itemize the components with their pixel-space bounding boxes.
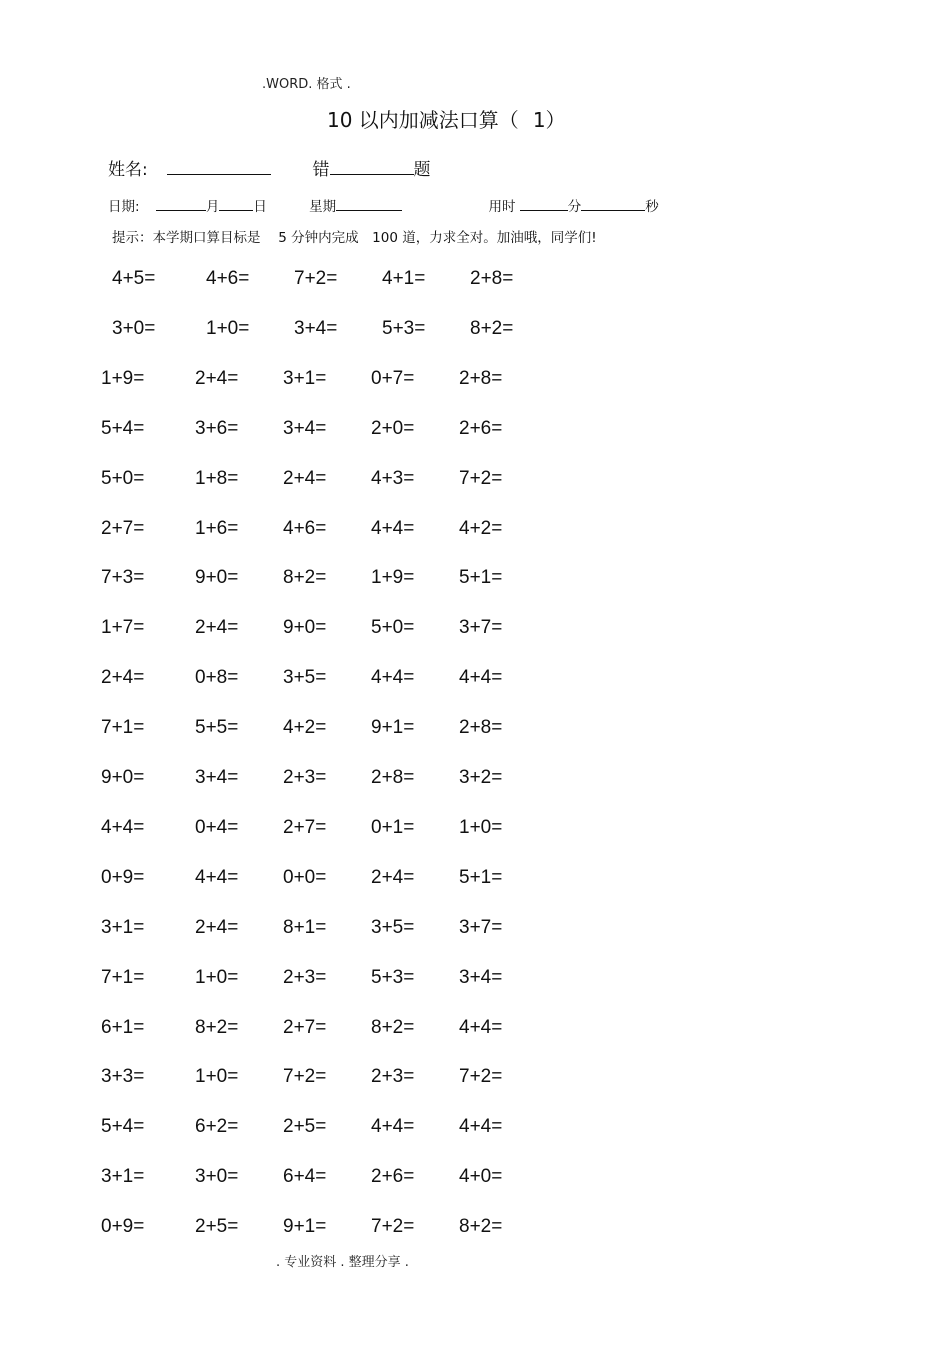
problem-item: 7+3= [101,567,145,588]
problem-item: 2+6= [371,1166,415,1187]
problem-item: 4+4= [195,867,239,888]
problem-item: 1+0= [195,1066,239,1087]
problem-item: 9+0= [195,567,239,588]
problem-item: 2+4= [195,368,239,389]
problem-item: 5+5= [195,717,239,738]
problem-item: 2+3= [283,967,327,988]
problem-item: 2+4= [195,917,239,938]
problem-item: 9+0= [101,767,145,788]
problem-item: 7+2= [371,1216,415,1237]
problem-item: 4+2= [459,518,503,539]
hint-text: 提示：本学期口算目标是 5 分钟内完成 100 道，力求全对。加油哦，同学们! [112,230,597,246]
problem-item: 2+4= [371,867,415,888]
problem-item: 3+2= [459,767,503,788]
problem-item: 4+0= [459,1166,503,1187]
problem-item: 2+4= [195,617,239,638]
problem-item: 5+1= [459,867,503,888]
date-label: 日期: [108,199,140,215]
problem-item: 1+7= [101,617,145,638]
problem-item: 2+8= [470,268,514,289]
problem-item: 2+3= [371,1066,415,1087]
problem-item: 0+9= [101,1216,145,1237]
problem-item: 4+4= [371,667,415,688]
problem-item: 7+1= [101,717,145,738]
problem-item: 7+2= [283,1066,327,1087]
problem-item: 5+4= [101,418,145,439]
problem-item: 2+6= [459,418,503,439]
footer-text: . 专业资料 . 整理分享 . [276,1255,409,1270]
problem-item: 1+0= [206,318,250,339]
problem-item: 2+7= [283,817,327,838]
problem-item: 3+3= [101,1066,145,1087]
problem-item: 7+2= [459,1066,503,1087]
problem-item: 1+8= [195,468,239,489]
problem-item: 2+5= [195,1216,239,1237]
problem-item: 0+0= [283,867,327,888]
errors-label: 错 [312,160,330,180]
problem-item: 3+7= [459,617,503,638]
problem-item: 3+4= [294,318,338,339]
problem-item: 2+7= [101,518,145,539]
problem-item: 5+0= [371,617,415,638]
name-label: 姓名: [108,160,148,180]
problem-item: 0+8= [195,667,239,688]
problem-item: 5+3= [382,318,426,339]
problem-item: 6+2= [195,1116,239,1137]
problem-item: 1+0= [459,817,503,838]
problem-item: 3+1= [101,917,145,938]
problem-item: 0+4= [195,817,239,838]
problem-item: 1+0= [195,967,239,988]
problem-item: 0+9= [101,867,145,888]
problem-item: 8+2= [195,1017,239,1038]
problem-item: 8+2= [459,1216,503,1237]
problem-item: 0+7= [371,368,415,389]
problem-item: 2+8= [459,368,503,389]
problem-item: 3+1= [283,368,327,389]
problem-item: 2+5= [283,1116,327,1137]
problem-item: 2+4= [283,468,327,489]
problem-item: 6+4= [283,1166,327,1187]
problem-item: 0+1= [371,817,415,838]
problem-item: 4+5= [112,268,156,289]
title-main: 10 以内加减法口算（ [327,108,519,132]
problem-item: 5+1= [459,567,503,588]
problem-item: 4+4= [371,518,415,539]
problem-item: 7+1= [101,967,145,988]
title-number: 1） [532,108,566,132]
problem-item: 1+9= [371,567,415,588]
second-label: 秒 [645,199,659,215]
problem-item: 8+2= [371,1017,415,1038]
problem-item: 5+3= [371,967,415,988]
problem-item: 2+8= [371,767,415,788]
problem-item: 3+4= [459,967,503,988]
problem-item: 9+1= [371,717,415,738]
problem-item: 4+6= [206,268,250,289]
problem-item: 2+3= [283,767,327,788]
problem-item: 3+4= [195,767,239,788]
day-label: 日 [253,199,267,215]
header-tag: .WORD. 格式 . [262,77,351,92]
problem-item: 4+4= [371,1116,415,1137]
problem-item: 8+2= [283,567,327,588]
problem-item: 4+1= [382,268,426,289]
problem-item: 3+6= [195,418,239,439]
problem-item: 4+4= [101,817,145,838]
problem-item: 3+1= [101,1166,145,1187]
errors-suffix: 题 [413,160,431,180]
problem-item: 6+1= [101,1017,145,1038]
problem-item: 4+3= [371,468,415,489]
problem-item: 8+2= [470,318,514,339]
problem-item: 2+8= [459,717,503,738]
problem-item: 8+1= [283,917,327,938]
problem-item: 4+6= [283,518,327,539]
problem-item: 4+4= [459,667,503,688]
problem-item: 2+0= [371,418,415,439]
problem-item: 5+0= [101,468,145,489]
problem-item: 9+1= [283,1216,327,1237]
problem-item: 4+4= [459,1116,503,1137]
minute-label: 分 [567,199,582,215]
problem-item: 4+4= [459,1017,503,1038]
problem-item: 4+2= [283,717,327,738]
problem-item: 2+4= [101,667,145,688]
time-used-label: 用时 [488,199,516,215]
problem-item: 1+6= [195,518,239,539]
problem-item: 1+9= [101,368,145,389]
problem-item: 9+0= [283,617,327,638]
problem-item: 5+4= [101,1116,145,1137]
problem-item: 7+2= [294,268,338,289]
problem-item: 3+0= [112,318,156,339]
problem-item: 3+4= [283,418,327,439]
month-label: 月 [205,199,220,215]
problem-item: 3+0= [195,1166,239,1187]
problem-item: 2+7= [283,1017,327,1038]
problem-item: 3+5= [371,917,415,938]
problem-item: 3+5= [283,667,327,688]
problem-item: 3+7= [459,917,503,938]
problem-item: 7+2= [459,468,503,489]
weekday-label: 星期 [309,199,337,215]
